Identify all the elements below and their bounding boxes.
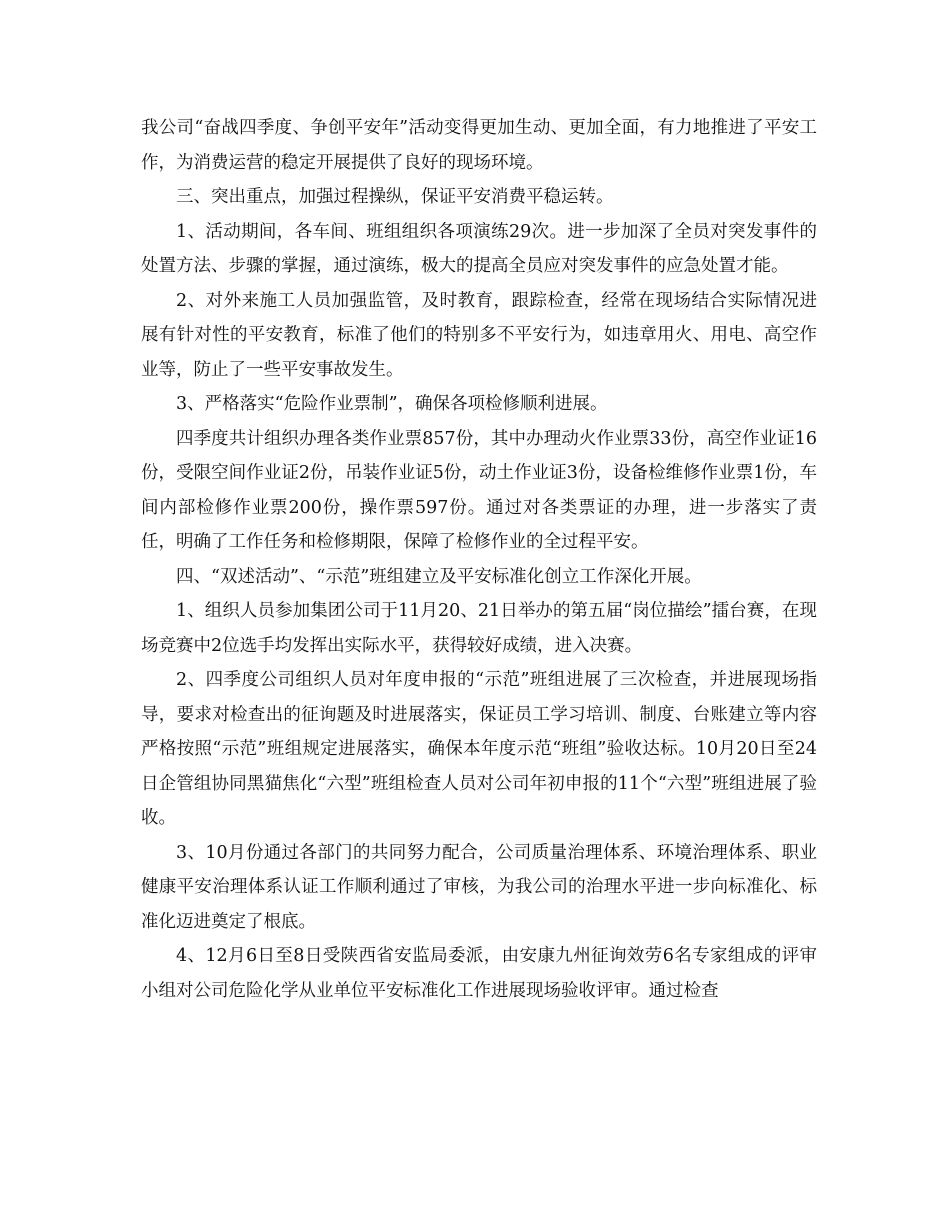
paragraph-permit-statistics: 四季度共计组织办理各类作业票857份，其中办理动火作业票33份，高空作业证16份，受限空间作业证2份，吊装作业证5份，动土作业证3份，设备检维修作业票1份，车间内部检修作业票200份，操作票597份。通过对各类票证的办理，进一步落实了责任，明确了工作任务和检修期限，保障了检修作业的全过程平安。 (141, 428, 817, 552)
paragraph-contractor-supervision: 2、对外来施工人员加强监管，及时教育，跟踪检查，经常在现场结合实际情况进展有针对性的平安教育，标准了他们的特别多不平安行为，如违章用火、用电、高空作业等，防止了一些平安事故发生。 (141, 290, 817, 380)
paragraph-model-team-inspection: 2、四季度公司组织人员对年度申报的“示范”班组进展了三次检查，并进展现场指导，要求对检查出的征询题及时进展落实，保证员工学习培训、制度、台账建立等内容严格按照“示范”班组规定进展落实，确保本年度示范“班组”验收达标。10月20日至24日企管组协同黑猫焦化“六型”班组检查人员对公司年初申报的11个“六型”班组进展了验收。 (141, 670, 817, 828)
paragraph-certification-audit: 3、10月份通过各部门的共同努力配合，公司质量治理体系、环境治理体系、职业健康平安治理体系认证工作顺利通过了审核，为我公司的治理水平进一步向标准化、标准化迈进奠定了根底。 (141, 842, 817, 932)
paragraph-competition: 1、组织人员参加集团公司于11月20、21日举办的第五届“岗位描绘”擂台赛，在现场竞赛中2位选手均发挥出实际水平，获得较好成绩，进入决赛。 (141, 601, 817, 656)
document-body (141, 111, 817, 1008)
paragraph-continued-intro: 我公司“奋战四季度、争创平安年”活动变得更加生动、更加全面，有力地推进了平安工作，为消费运营的稳定开展提供了良好的现场环境。 (141, 118, 817, 173)
paragraph-standardization-review: 4、12月6日至8日受陕西省安监局委派，由安康九州征询效劳6名专家组成的评审小组对公司危险化学从业单位平安标准化工作进展现场验收评审。通过检查 (141, 946, 817, 1001)
paragraph-work-permit-system: 3、严格落实“危险作业票制”，确保各项检修顺利进展。 (176, 394, 608, 414)
paragraph-drills: 1、活动期间，各车间、班组组织各项演练29次。进一步加深了全员对突发事件的处置方法、步骤的掌握，通过演练，极大的提高全员应对突发事件的应急处置才能。 (141, 221, 817, 276)
section-heading-four: 四、“双述活动”、“示范”班组建立及平安标准化创立工作深化开展。 (176, 566, 702, 587)
section-heading-three: 三、突出重点，加强过程操纵，保证平安消费平稳运转。 (176, 187, 614, 207)
